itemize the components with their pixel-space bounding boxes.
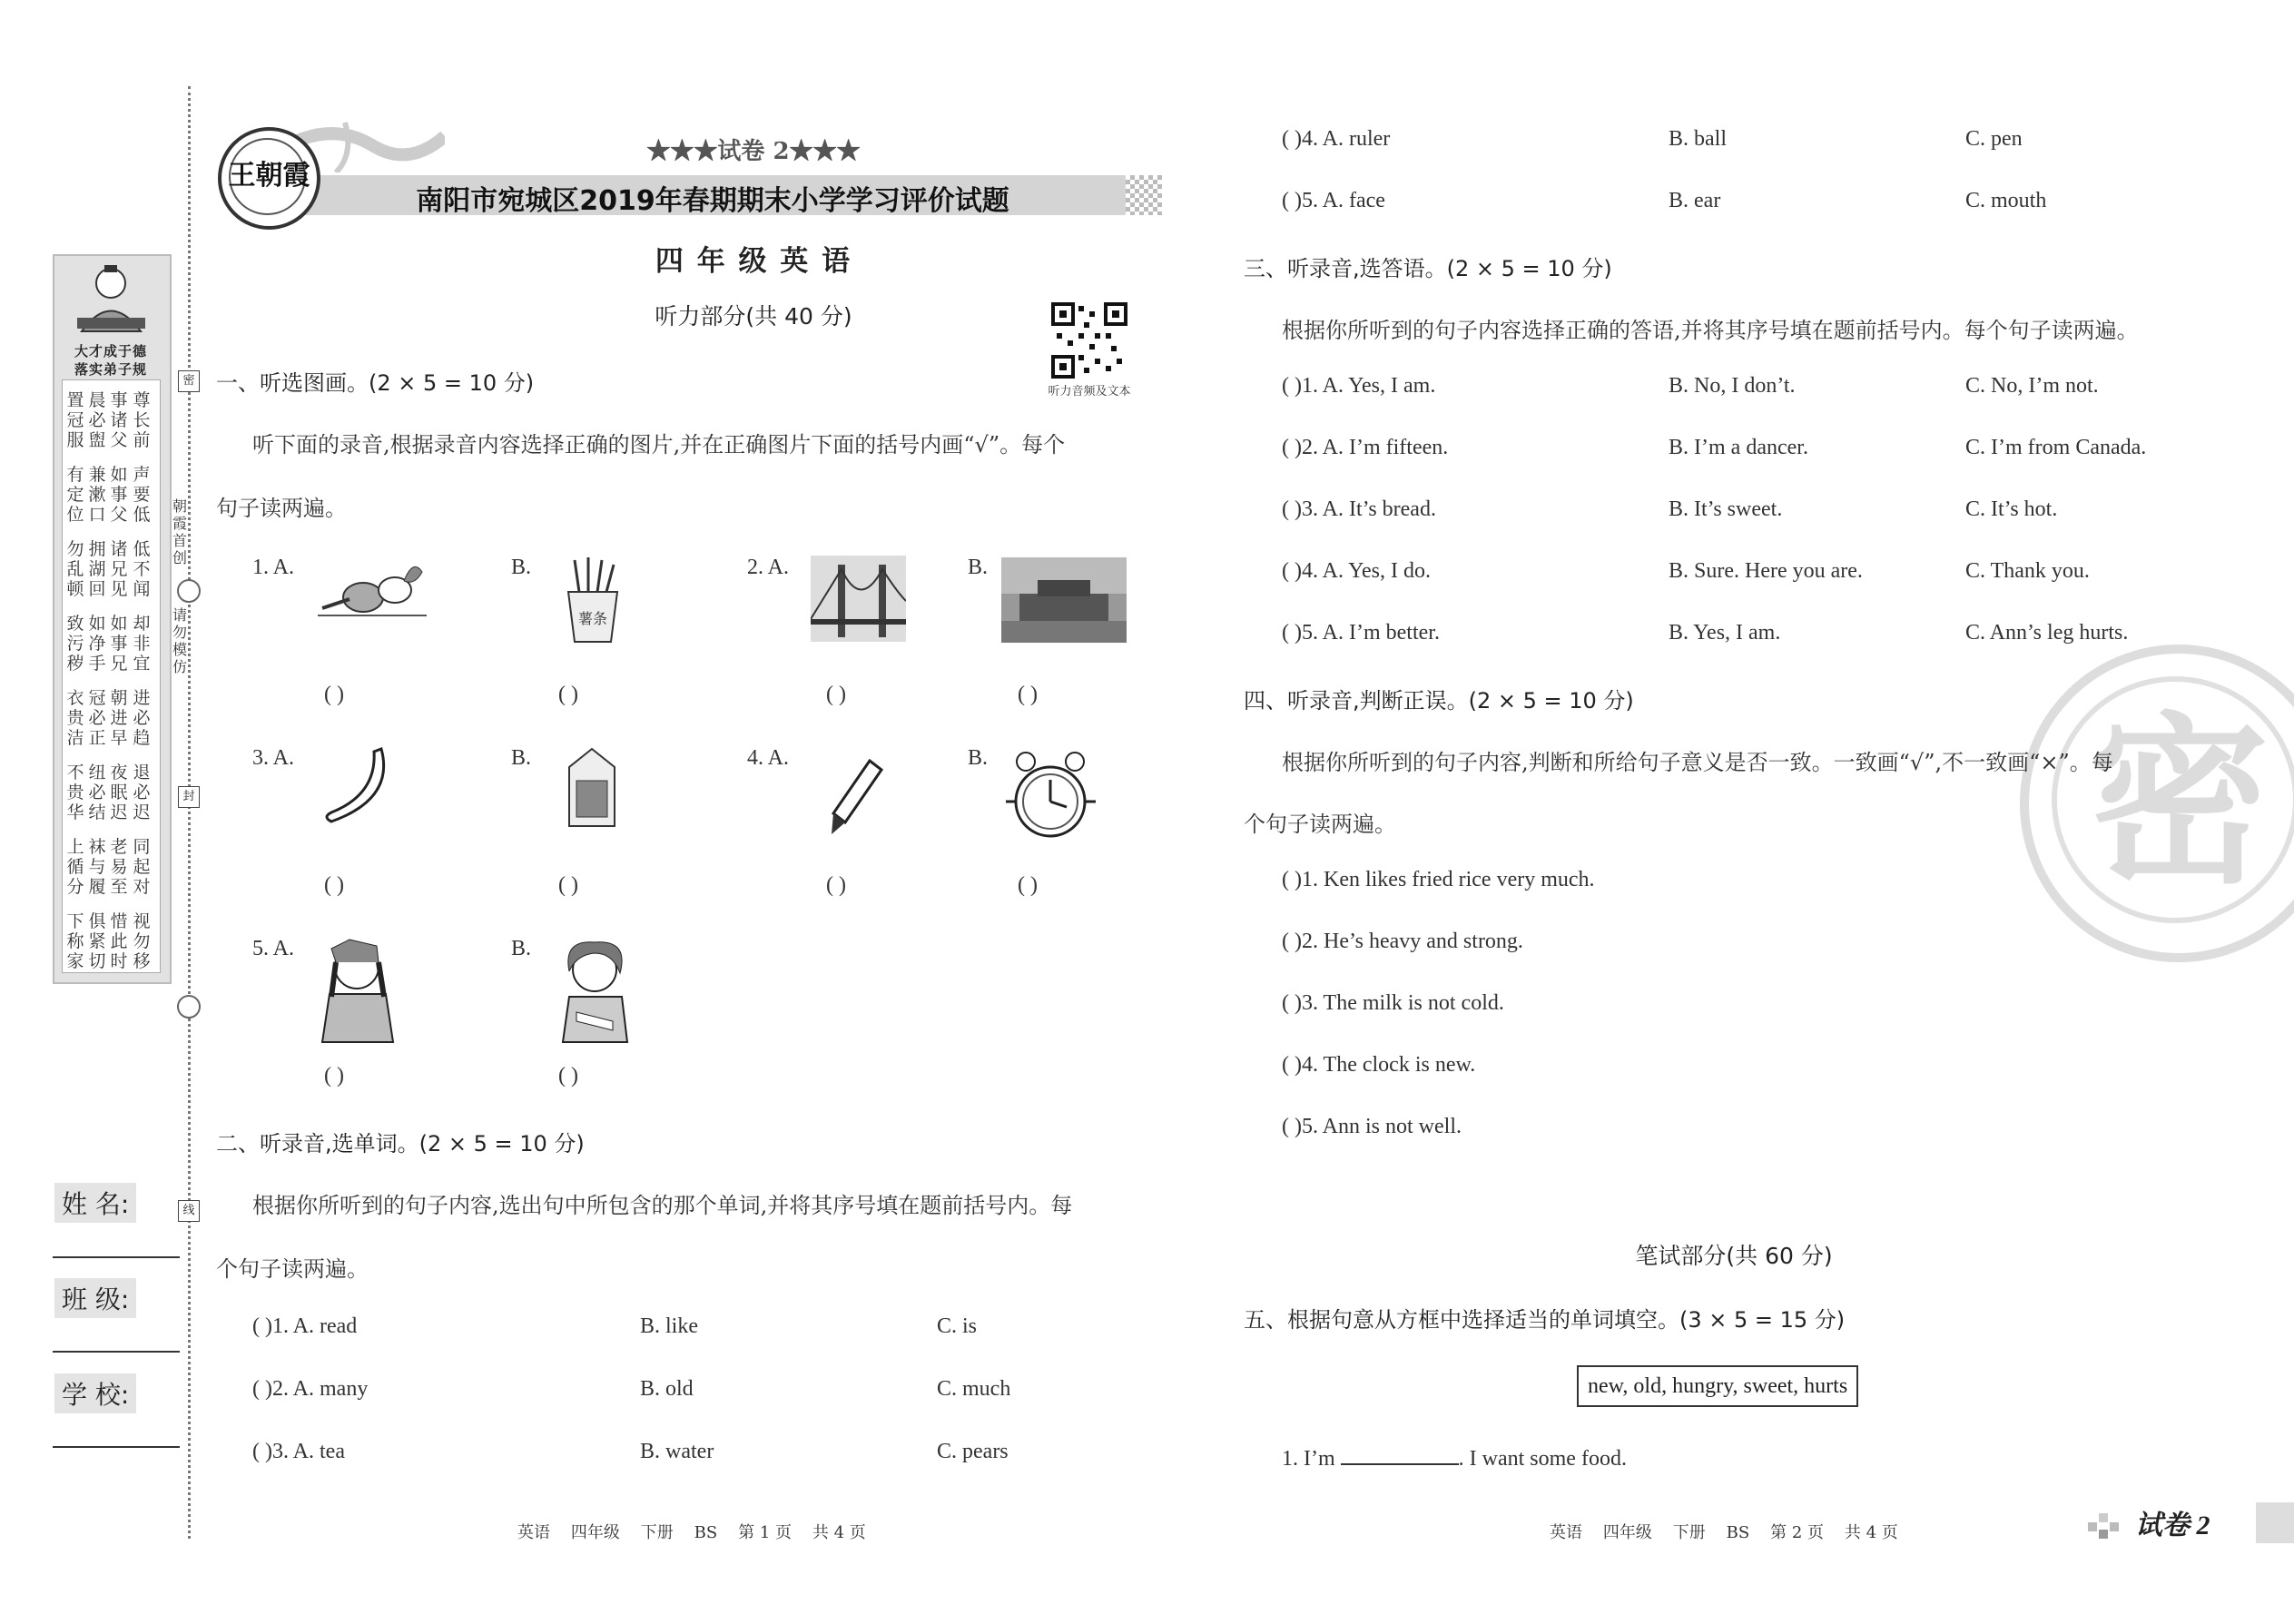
sec4-q3[interactable]: ( )3. The milk is not cold. [1282,991,1504,1015]
sec3-q1-option-b[interactable]: B. No, I don’t. [1669,374,1796,398]
svg-text:薯条: 薯条 [577,610,608,627]
side-char: 回 [88,579,106,599]
side-char: 视 [133,911,151,931]
side-char-column [87,688,107,748]
banana-picture [318,744,395,826]
side-char: 履 [88,877,106,897]
answer-paren-3a[interactable]: ( ) [324,873,344,897]
side-char: 早 [110,728,128,748]
side-char: 父 [110,505,128,525]
sec4-q4[interactable]: ( )4. The clock is new. [1282,1053,1476,1077]
sec2-q3-option-c[interactable]: C. pears [937,1440,1009,1463]
side-char-column [65,614,85,674]
qr-caption: 听力音频及文本 [1048,385,1131,399]
answer-paren-1b[interactable]: ( ) [558,683,578,706]
section-1-title: 一、听选图画。(2 × 5 = 10 分) [216,370,535,396]
answer-paren-2a[interactable]: ( ) [826,683,846,706]
side-char: 非 [133,634,151,654]
side-char: 必 [133,782,151,802]
side-char: 位 [66,505,84,525]
side-char-column [132,688,152,748]
sec5-q1-text-b: . I want some food. [1458,1447,1627,1471]
sec2-q4-option-b[interactable]: B. ball [1669,127,1727,151]
side-char-column [65,763,85,822]
side-char-column [87,911,107,971]
side-char: 进 [133,688,151,708]
pic-label-5b: B. [511,937,532,960]
sec5-q1-blank[interactable] [1341,1443,1459,1465]
side-char-column [87,837,107,897]
section-4-instruction-2: 个句子读两遍。 [1244,812,1396,837]
word-box: new, old, hungry, sweet, hurts [1577,1365,1858,1407]
side-char-column [109,614,129,674]
side-char-column [132,390,152,450]
side-char: 兄 [110,559,128,579]
side-motto-2: 落实弟子规 [74,361,147,378]
sec3-q5-option-c[interactable]: C. Ann’s leg hurts. [1965,621,2129,645]
side-char-column [109,465,129,525]
side-vertical-note-2: 请勿模仿 [172,606,187,675]
side-vertical-note-1: 朝霞首创 [172,497,187,566]
side-char: 有 [66,465,84,485]
side-char: 必 [88,410,106,430]
side-char: 秽 [66,654,84,674]
paper-label: ★★★试卷 2★★★ [646,138,861,165]
side-char-column [109,539,129,599]
side-char: 如 [110,465,128,485]
sec3-q2-option-b[interactable]: B. I’m a dancer. [1669,436,1808,459]
side-char: 定 [66,485,84,505]
sec3-q4-option-a[interactable]: ( )4. A. Yes, I do. [1282,559,1432,583]
pic-label-4b: B. [968,746,989,770]
sec2-q2-option-c[interactable]: C. much [937,1377,1011,1401]
side-char: 不 [133,559,151,579]
side-char: 盥 [88,430,106,450]
writing-part-title: 笔试部分(共 60 分) [1635,1243,1833,1269]
section-4-title: 四、听录音,判断正误。(2 × 5 = 10 分) [1244,688,1634,714]
side-char: 眠 [110,782,128,802]
side-char-column [65,837,85,897]
school-label: 学 校: [54,1373,136,1413]
side-char-column [65,539,85,599]
side-char: 如 [110,614,128,634]
side-char-column [132,465,152,525]
side-char: 家 [66,951,84,971]
side-char: 迟 [110,802,128,822]
side-char: 进 [110,708,128,728]
side-char: 闻 [133,579,151,599]
sec5-q1-text-a: 1. I’m [1282,1447,1335,1471]
side-char-column [65,465,85,525]
answer-paren-1a[interactable]: ( ) [324,683,344,706]
answer-paren-4a[interactable]: ( ) [826,873,846,897]
sec2-q5-option-b[interactable]: B. ear [1669,189,1721,212]
side-char-column [87,465,107,525]
side-char-column [65,390,85,450]
side-char: 称 [66,931,84,951]
sec3-q4-option-b[interactable]: B. Sure. Here you are. [1669,559,1863,583]
side-char: 移 [133,951,151,971]
sec3-q2-option-c[interactable]: C. I’m from Canada. [1965,436,2147,459]
subject-title: 四 年 级 英 语 [655,245,852,278]
sec4-q1[interactable]: ( )1. Ken likes fried rice very much. [1282,868,1595,891]
sec3-q1-option-c[interactable]: C. No, I’m not. [1965,374,2099,398]
sec5-q1 [1282,1443,1627,1471]
section-5-title: 五、根据句意从方框中选择适当的单词填空。(3 × 5 = 15 分) [1244,1307,1846,1333]
side-char: 乱 [66,559,84,579]
cut-line [188,86,191,1539]
right-page-footer: 英语 四年级 下册 BS 第 2 页 共 4 页 [1550,1523,1898,1542]
side-char: 见 [110,579,128,599]
vegetables-picture [313,554,431,626]
side-char: 父 [110,430,128,450]
side-char-column [132,911,152,971]
side-char: 置 [66,390,84,410]
side-char: 退 [133,763,151,782]
section-3-title: 三、听录音,选答语。(2 × 5 = 10 分) [1244,256,1612,281]
paper-tag-label: 试卷 2 [2135,1511,2210,1540]
pic-label-3a: 3. A. [252,746,295,770]
side-char: 长 [133,410,151,430]
side-char: 分 [66,877,84,897]
side-char-column [132,614,152,674]
side-char: 老 [110,837,128,857]
section-4-instruction-1: 根据你所听到的句子内容,判断和所给句子意义是否一致。一致画“√”,不一致画“×”。每 [1282,750,2113,775]
listening-title: 听力部分(共 40 分) [655,303,852,330]
side-char-column [65,911,85,971]
class-line [53,1351,180,1353]
school-line [53,1446,180,1448]
answer-paren-4b[interactable]: ( ) [1018,873,1038,897]
side-char: 袜 [88,837,106,857]
pic-label-3b: B. [511,746,532,770]
side-char: 诸 [110,410,128,430]
side-char: 朝 [110,688,128,708]
side-char: 纽 [88,763,106,782]
sec3-q5-option-b[interactable]: B. Yes, I am. [1669,621,1781,645]
side-char: 时 [110,951,128,971]
class-label: 班 级: [54,1278,136,1318]
side-char: 口 [88,505,106,525]
side-char: 必 [88,782,106,802]
side-char: 诸 [110,539,128,559]
side-char: 华 [66,802,84,822]
side-char: 拥 [88,539,106,559]
girl-arm-sling-picture [549,935,640,1044]
sec3-q4-option-c[interactable]: C. Thank you. [1965,559,2090,583]
side-char: 事 [110,390,128,410]
side-char: 夜 [110,763,128,782]
sec3-q5-option-a[interactable]: ( )5. A. I’m better. [1282,621,1440,645]
pic-label-2a: 2. A. [747,556,790,579]
sec3-q3-option-b[interactable]: B. It’s sweet. [1669,497,1783,521]
side-char: 冠 [88,688,106,708]
side-char: 致 [66,614,84,634]
bridge-picture [811,556,906,642]
pic-label-1a: 1. A. [252,556,295,579]
pic-label-2b: B. [968,556,989,579]
sec2-q5-option-c[interactable]: C. mouth [1965,189,2047,212]
side-char: 如 [88,614,106,634]
left-page-footer: 英语 四年级 下册 BS 第 1 页 共 4 页 [517,1523,866,1542]
side-char: 顿 [66,579,84,599]
side-char-column [87,390,107,450]
section-3-instruction: 根据你所听到的句子内容选择正确的答语,并将其序号填在题前括号内。每个句子读两遍。 [1282,318,2139,343]
side-char-column [87,539,107,599]
answer-paren-2b[interactable]: ( ) [1018,683,1038,706]
side-char: 手 [88,654,106,674]
side-char-column [132,539,152,599]
side-char: 晨 [88,390,106,410]
side-char: 洁 [66,728,84,748]
sec2-q5-option-a[interactable]: ( )5. A. face [1282,189,1385,212]
side-char: 尊 [133,390,151,410]
sec2-q3-option-b[interactable]: B. water [640,1440,714,1463]
section-1-instruction-2: 句子读两遍。 [216,496,347,521]
sec4-q2[interactable]: ( )2. He’s heavy and strong. [1282,930,1523,953]
side-char: 不 [66,763,84,782]
side-char: 必 [88,708,106,728]
scholar-figure-icon [68,263,154,336]
sec2-q1-option-c[interactable]: C. is [937,1314,978,1338]
side-char: 至 [110,877,128,897]
sec2-q2-option-a[interactable]: ( )2. A. many [252,1377,369,1401]
title-bar-pattern [1126,175,1162,215]
side-char-column [109,837,129,897]
side-char: 事 [110,634,128,654]
answer-paren-5a[interactable]: ( ) [324,1064,344,1088]
side-char: 必 [133,708,151,728]
clock-picture [1003,751,1098,846]
side-char-column [132,763,152,822]
section-2-instruction-2: 个句子读两遍。 [216,1256,369,1282]
sec2-q4-option-a[interactable]: ( )4. A. ruler [1282,127,1391,151]
side-char-column [65,688,85,748]
side-char: 下 [66,911,84,931]
side-char: 贵 [66,782,84,802]
tiananmen-picture [1001,557,1127,643]
side-char-column [87,614,107,674]
sec2-q1-option-b[interactable]: B. like [640,1314,698,1338]
headache-boy-picture [313,935,404,1044]
side-char: 趋 [133,728,151,748]
side-char: 前 [133,430,151,450]
side-char: 事 [110,485,128,505]
seal-watermark-text: 密 [2087,697,2269,909]
sec2-q4-option-c[interactable]: C. pen [1965,127,2023,151]
side-char: 却 [133,614,151,634]
pic-label-5a: 5. A. [252,937,295,960]
sec2-q1-option-a[interactable]: ( )1. A. read [252,1314,358,1338]
answer-paren-3b[interactable]: ( ) [558,873,578,897]
side-char-column [109,911,129,971]
sec2-q3-option-a[interactable]: ( )3. A. tea [252,1440,345,1463]
side-char: 同 [133,837,151,857]
seal-box-3: 线 [178,1200,200,1222]
side-char: 兼 [88,465,106,485]
side-char: 起 [133,857,151,877]
sec3-q3-option-a[interactable]: ( )3. A. It’s bread. [1282,497,1436,521]
side-char: 勿 [133,931,151,951]
side-char: 循 [66,857,84,877]
side-char-column [109,688,129,748]
sec2-q2-option-b[interactable]: B. old [640,1377,694,1401]
side-char: 服 [66,430,84,450]
side-char: 冠 [66,410,84,430]
side-char-column [109,390,129,450]
logo-text: 王朝霞 [228,161,310,191]
side-char: 对 [133,877,151,897]
side-char: 声 [133,465,151,485]
side-char: 宜 [133,654,151,674]
side-char: 紧 [88,931,106,951]
side-char: 兄 [110,654,128,674]
fries-picture [561,556,625,646]
side-char: 俱 [88,911,106,931]
answer-paren-5b[interactable]: ( ) [558,1064,578,1088]
milk-carton-picture [560,744,624,831]
side-char: 污 [66,634,84,654]
sec3-q2-option-a[interactable]: ( )2. A. I’m fifteen. [1282,436,1449,459]
name-line [53,1256,180,1258]
side-char: 湖 [88,559,106,579]
pencil-picture [829,759,883,836]
section-2-instruction-1: 根据你所听到的句子内容,选出句中所包含的那个单词,并将其序号填在题前括号内。每 [252,1193,1073,1218]
side-char: 漱 [88,485,106,505]
side-char: 与 [88,857,106,877]
side-motto-1: 大才成于德 [74,343,147,359]
sec3-q1-option-a[interactable]: ( )1. A. Yes, I am. [1282,374,1436,398]
section-1-instruction-1: 听下面的录音,根据录音内容选择正确的图片,并在正确图片下面的括号内画“√”。每个 [252,432,1066,458]
section-2-title: 二、听录音,选单词。(2 × 5 = 10 分) [216,1131,585,1156]
side-char: 要 [133,485,151,505]
side-char-column [109,763,129,822]
side-char: 低 [133,539,151,559]
side-char: 结 [88,802,106,822]
side-char: 惜 [110,911,128,931]
qr-code-icon [1051,302,1127,379]
pic-label-4a: 4. A. [747,746,790,770]
side-char: 净 [88,634,106,654]
binding-hole-1 [177,579,201,603]
sec4-q5[interactable]: ( )5. Ann is not well. [1282,1115,1462,1138]
side-char: 切 [88,951,106,971]
side-char: 勿 [66,539,84,559]
binding-hole-2 [177,995,201,1019]
side-char-column [87,763,107,822]
side-char: 低 [133,505,151,525]
side-char-column [132,837,152,897]
name-label: 姓 名: [54,1183,136,1223]
side-char: 贵 [66,708,84,728]
pic-label-1b: B. [511,556,532,579]
seal-box-2: 封 [178,786,200,808]
seal-box-1: 密 [178,370,200,392]
side-char: 迟 [133,802,151,822]
side-char: 正 [88,728,106,748]
side-char: 衣 [66,688,84,708]
main-title: 南阳市宛城区2019年春期期末小学学习评价试题 [416,185,1009,217]
side-char: 上 [66,837,84,857]
side-char: 此 [110,931,128,951]
sec3-q3-option-c[interactable]: C. It’s hot. [1965,497,2058,521]
side-char: 易 [110,857,128,877]
